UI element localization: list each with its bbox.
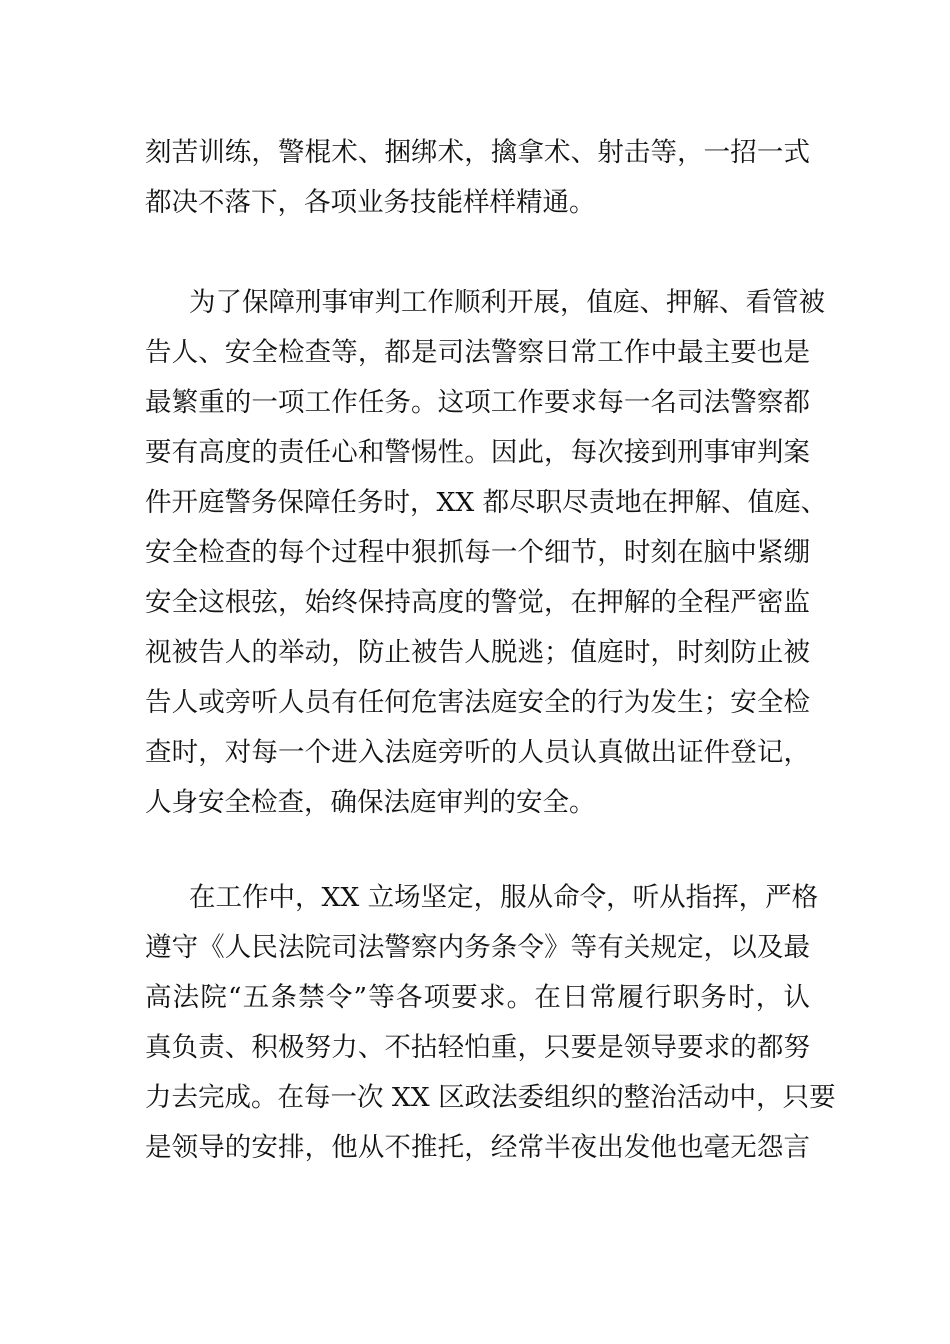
text-line: 要有高度的责任心和警惕性。因此，每次接到刑事审判案 bbox=[145, 437, 810, 468]
text-line: 真负责、积极努力、不拈轻怕重，只要是领导要求的都努 bbox=[145, 1032, 810, 1063]
text-line: 件开庭警务保障任务时，XX 都尽职尽责地在押解、值庭、 bbox=[145, 487, 828, 518]
text-line: 为了保障刑事审判工作顺利开展，值庭、押解、看管被 bbox=[189, 287, 825, 318]
text-line: 力去完成。在每一次 XX 区政法委组织的整治活动中，只要 bbox=[145, 1082, 836, 1113]
text-line: 都决不落下，各项业务技能样样精通。 bbox=[145, 187, 596, 218]
text-line: 刻苦训练，警棍术、捆绑术，擒拿术、射击等，一招一式 bbox=[145, 137, 810, 168]
text-line: 遵守《人民法院司法警察内务条令》等有关规定，以及最 bbox=[145, 932, 810, 963]
text-line: 是领导的安排，他从不推托，经常半夜出发他也毫无怨言 bbox=[145, 1132, 810, 1163]
text-line: 人身安全检查，确保法庭审判的安全。 bbox=[145, 787, 596, 818]
text-line: 安全这根弦，始终保持高度的警觉，在押解的全程严密监 bbox=[145, 587, 810, 618]
paragraph-1 bbox=[145, 128, 810, 228]
text-line: 告人、安全检查等，都是司法警察日常工作中最主要也是 bbox=[145, 337, 810, 368]
text-line: 视被告人的举动，防止被告人脱逃；值庭时，时刻防止被 bbox=[145, 637, 810, 668]
text-line: 在工作中，XX 立场坚定，服从命令，听从指挥，严格 bbox=[189, 882, 819, 913]
text-line: 高法院“五条禁令”等各项要求。在日常履行职务时，认 bbox=[145, 982, 810, 1013]
text-line: 查时，对每一个进入法庭旁听的人员认真做出证件登记， bbox=[145, 737, 810, 768]
paragraph-2 bbox=[145, 278, 828, 828]
paragraph-3 bbox=[145, 873, 836, 1173]
text-line: 最繁重的一项工作任务。这项工作要求每一名司法警察都 bbox=[145, 387, 810, 418]
text-line: 告人或旁听人员有任何危害法庭安全的行为发生；安全检 bbox=[145, 687, 810, 718]
text-line: 安全检查的每个过程中狠抓每一个细节，时刻在脑中紧绷 bbox=[145, 537, 810, 568]
